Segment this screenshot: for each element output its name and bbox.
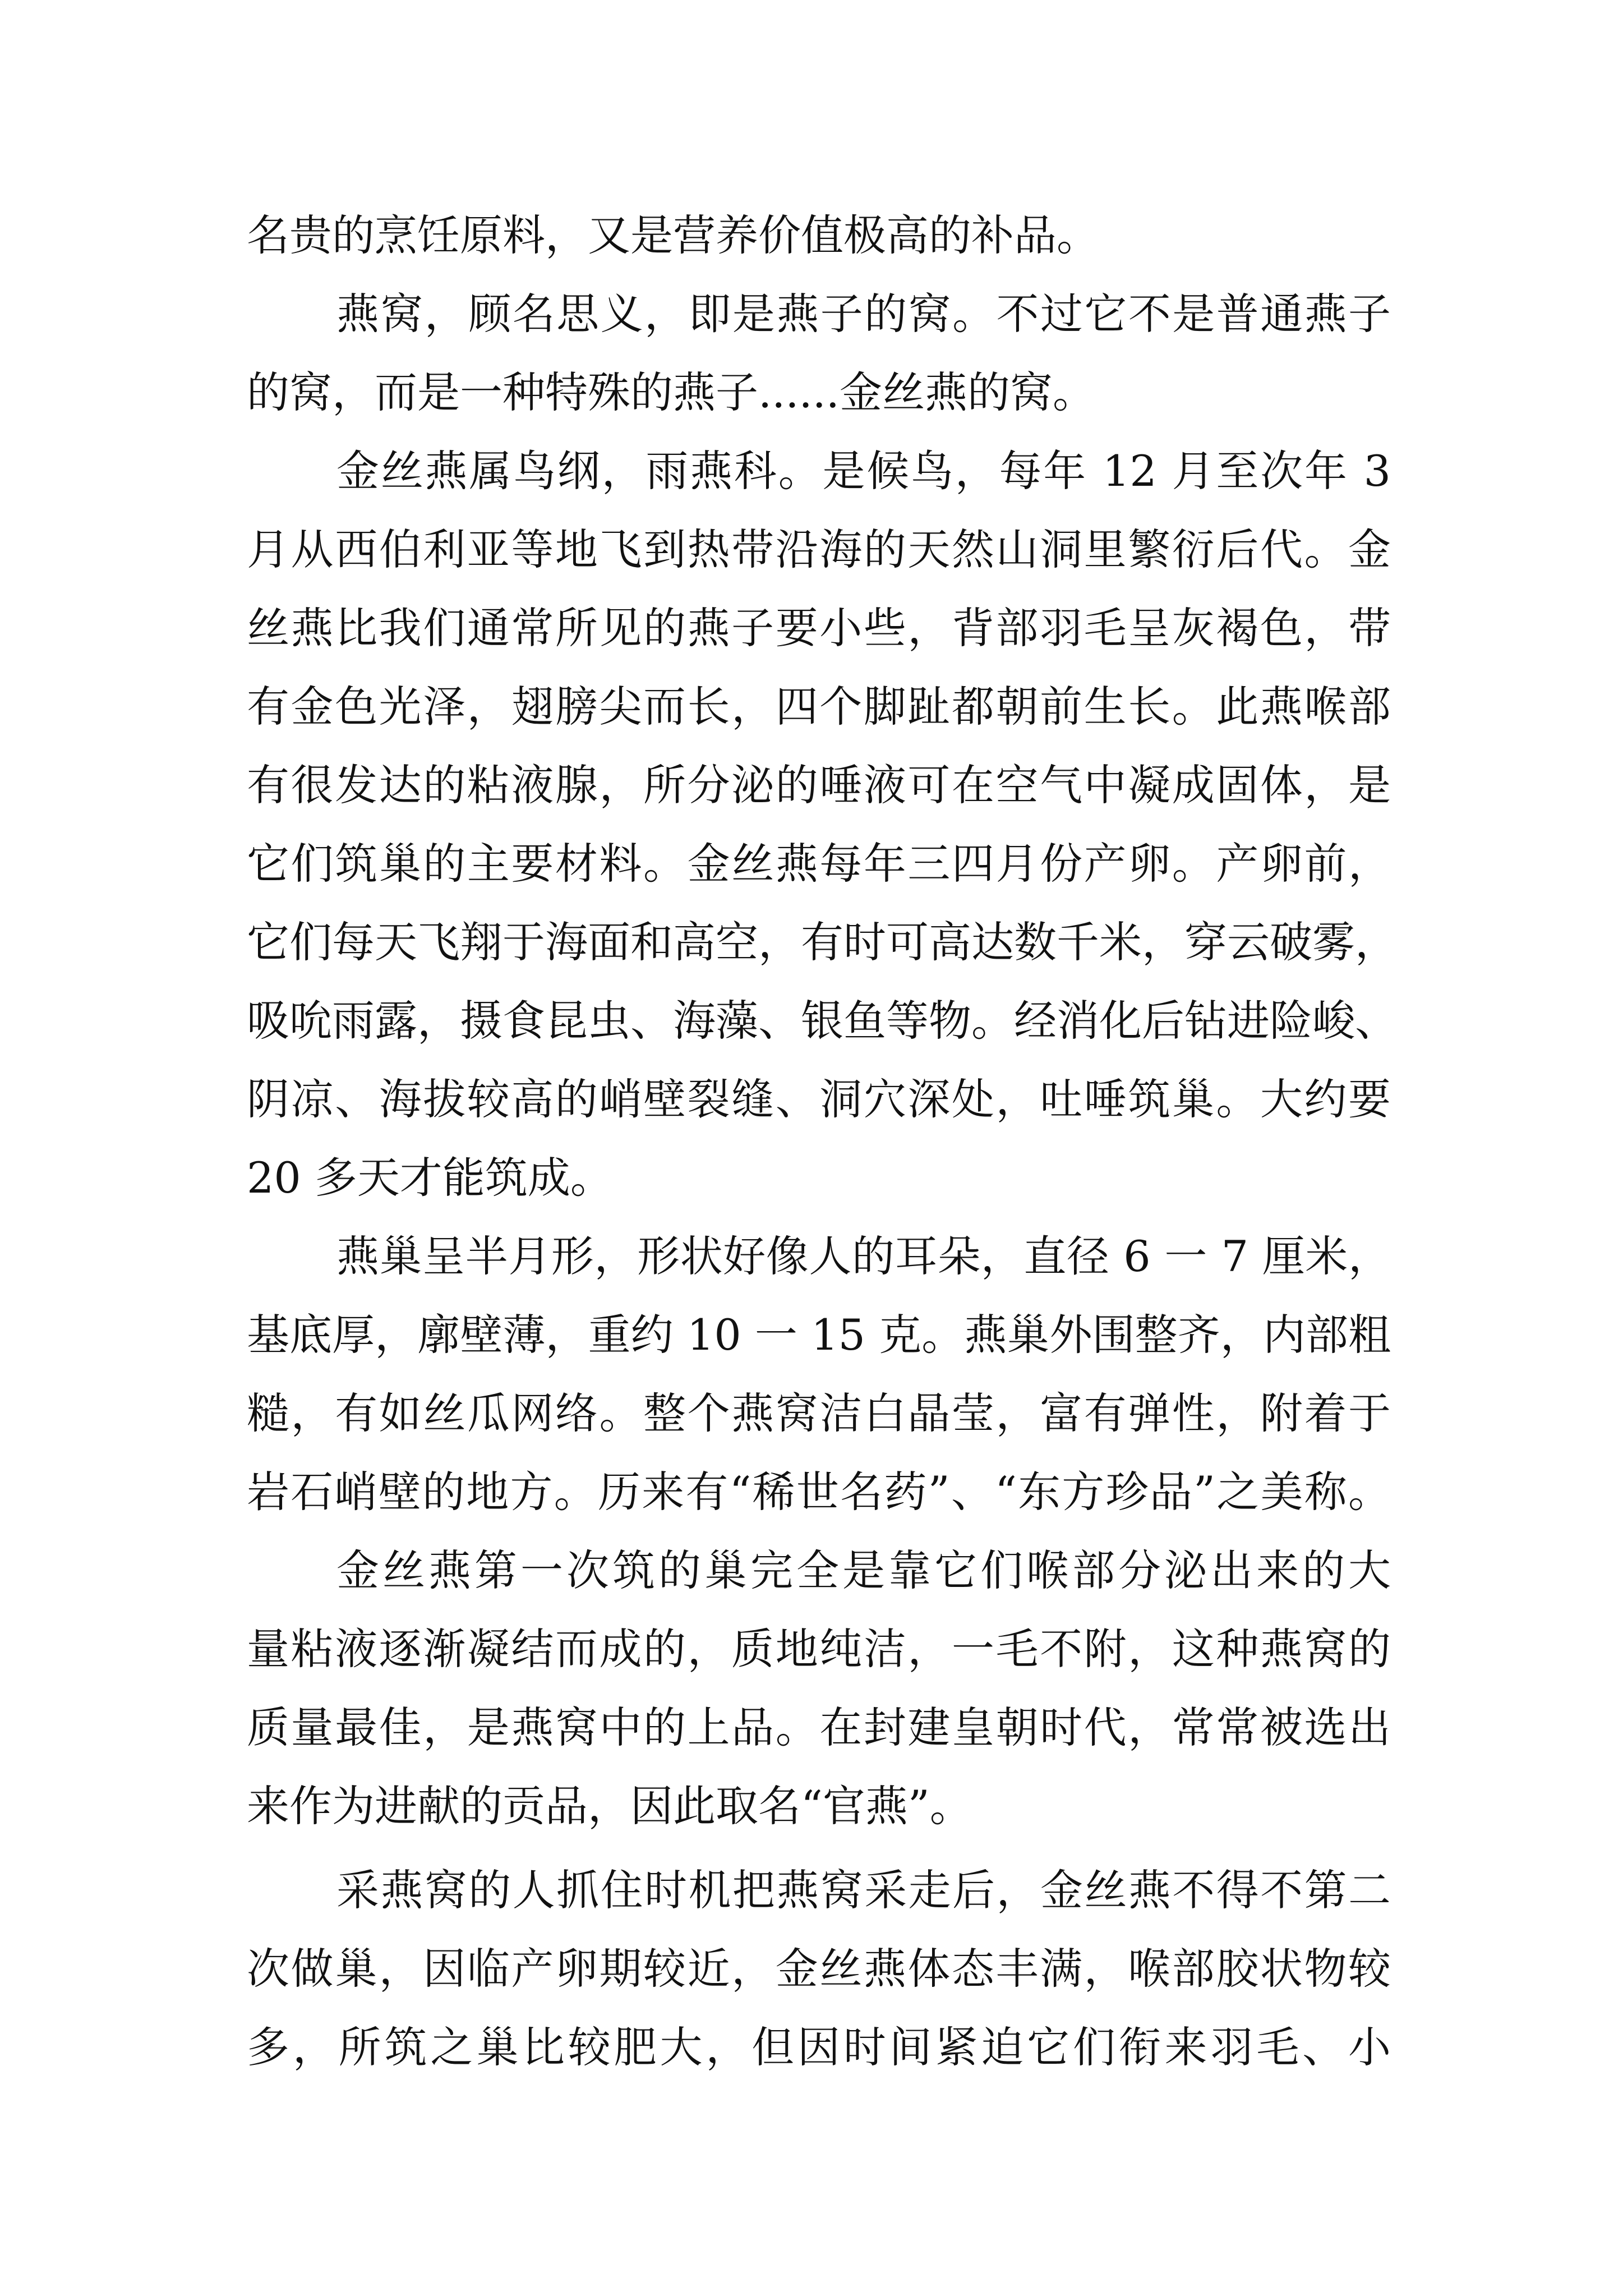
text-line: 金丝燕第一次筑的巢完全是靠它们喉部分泌出来的大 (336, 1545, 1391, 1595)
text-line: 基底厚，廓壁薄，重约 10 一 15 克。燕巢外围整齐，内部粗 (247, 1310, 1391, 1360)
text-line: 月从西伯利亚等地飞到热带沿海的天然山洞里繁衍后代。金 (247, 524, 1391, 574)
text-line: 它们每天飞翔于海面和高空，有时可高达数千米，穿云破雾， (247, 917, 1398, 967)
text-line: 吸吮雨露，摄食昆虫、海藻、银鱼等物。经消化后钻进险峻、 (247, 996, 1398, 1046)
body-text (247, 196, 1398, 2087)
text-line: 名贵的烹饪原料，又是营养价值极高的补品。 (247, 210, 1099, 260)
text-line: 丝燕比我们通常所见的燕子要小些，背部羽毛呈灰褐色，带 (247, 603, 1391, 653)
text-line: 金丝燕属鸟纲，雨燕科。是候鸟，每年 12 月至次年 3 (336, 446, 1391, 496)
text-line: 量粘液逐渐凝结而成的，质地纯洁，一毛不附，这种燕窝的 (247, 1624, 1391, 1674)
text-line: 糙，有如丝瓜网络。整个燕窝洁白晶莹，富有弹性，附着于 (247, 1388, 1391, 1438)
text-line: 来作为进献的贡品，因此取名“官燕”。 (247, 1781, 972, 1831)
text-line: 燕窝，顾名思义，即是燕子的窝。不过它不是普通燕子 (336, 289, 1391, 339)
text-line: 的窝，而是一种特殊的燕子......金丝燕的窝。 (247, 367, 1095, 417)
text-line: 有很发达的粘液腺，所分泌的唾液可在空气中凝成固体，是 (247, 760, 1391, 810)
text-line: 它们筑巢的主要材料。金丝燕每年三四月份产卵。产卵前， (247, 839, 1391, 889)
text-line: 质量最佳，是燕窝中的上品。在封建皇朝时代，常常被选出 (247, 1703, 1391, 1752)
text-line: 多，所筑之巢比较肥大，但因时间紧迫它们衔来羽毛、小 (247, 2022, 1391, 2072)
text-line: 次做巢，因临产卵期较近，金丝燕体态丰满，喉部胶状物较 (247, 1944, 1391, 1994)
text-line: 有金色光泽，翅膀尖而长，四个脚趾都朝前生长。此燕喉部 (247, 682, 1391, 731)
text-line: 20 多天才能筑成。 (247, 1153, 613, 1203)
text-line: 阴凉、海拔较高的峭壁裂缝、洞穴深处，吐唾筑巢。大约要 (247, 1074, 1391, 1124)
text-line: 采燕窝的人抓住时机把燕窝采走后，金丝燕不得不第二 (336, 1865, 1391, 1915)
text-line: 燕巢呈半月形，形状好像人的耳朵，直径 6 一 7 厘米， (336, 1231, 1391, 1281)
text-line: 岩石峭壁的地方。历来有“稀世名药”、“东方珍品”之美称。 (247, 1467, 1391, 1517)
